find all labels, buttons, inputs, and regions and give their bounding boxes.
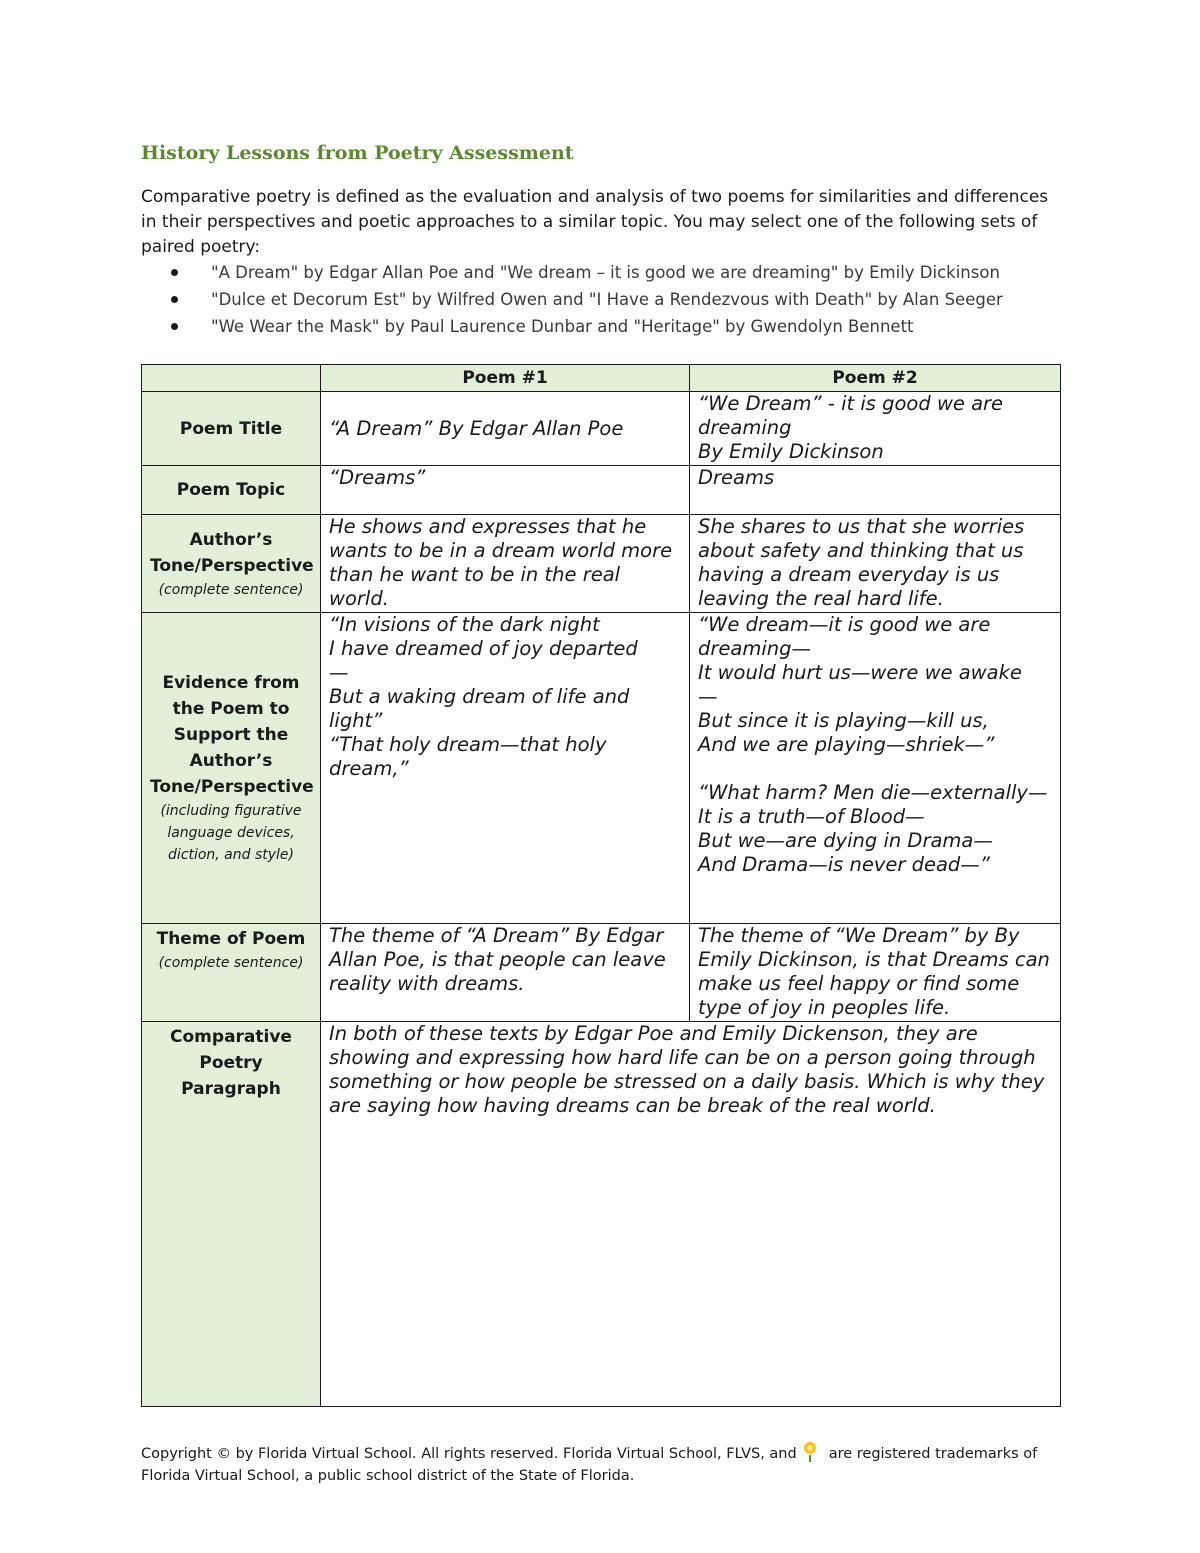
poem-2-topic-cell[interactable]: Dreams (690, 466, 1061, 515)
list-item: "A Dream" by Edgar Allan Poe and "We dream – it is good we are dreaming" by Emily Dickinson (171, 259, 1003, 286)
table-row (142, 515, 1061, 613)
row-header-poem-topic: Poem Topic (142, 466, 321, 515)
row-header-poem-title: Poem Title (142, 392, 321, 466)
table-row (142, 613, 1061, 924)
poem-1-evidence-cell[interactable]: “In visions of the dark night I have dreamed of joy departed — But a waking dream of life and light” “That holy dream—that holy dream,” (321, 613, 690, 924)
table-row (142, 1022, 1061, 1407)
poem-1-theme-cell[interactable]: The theme of “A Dream” By Edgar Allan Poe, is that people can leave reality with dreams. (321, 924, 690, 1022)
comparative-paragraph-cell[interactable]: In both of these texts by Edgar Poe and Emily Dickenson, they are showing and expressing how hard life can be on a person going through something or how people be stressed on a daily basis. Which is why they are saying how having dreams can be break of the real world. (321, 1022, 1061, 1407)
poem-2-evidence-cell[interactable]: “We dream—it is good we are dreaming— It would hurt us—were we awake — But since it is playing—kill us, And we are playing—shriek—” “What harm? Men die—externally— It is a truth—of Blood— But we—are dying in Drama— And Drama—is never dead—” (690, 613, 1061, 924)
list-item: "Dulce et Decorum Est" by Wilfred Owen and "I Have a Rendezvous with Death" by Alan Seeger (171, 286, 1003, 313)
table-header-row (142, 365, 1061, 392)
column-header-poem-2: Poem #2 (690, 365, 1061, 392)
row-header-tone: Author’s Tone/Perspective (complete sentence) (142, 515, 321, 613)
bullet-icon (171, 296, 178, 303)
table-row (142, 466, 1061, 515)
poem-2-theme-cell[interactable]: The theme of “We Dream” by By Emily Dickinson, is that Dreams can make us feel happy or find some type of joy in peoples life. (690, 924, 1061, 1022)
assessment-table (141, 364, 1061, 1407)
page-title: History Lessons from Poetry Assessment (141, 142, 574, 164)
poem-pair-list (171, 259, 1003, 340)
intro-paragraph: Comparative poetry is defined as the evaluation and analysis of two poems for similarities and differences in their perspectives and poetic approaches to a similar topic. You may select one of the following sets of paired poetry: (141, 187, 1049, 257)
bullet-icon (171, 323, 178, 330)
copyright-footer: Copyright © by Florida Virtual School. All rights reserved. Florida Virtual School, FLVS, and are registered trademarks of Florida Virtual School, a public school district of the State of Florida. (141, 1440, 1061, 1487)
bullet-icon (171, 269, 178, 276)
poem-1-tone-cell[interactable]: He shows and expresses that he wants to be in a dream world more than he want to be in the real world. (321, 515, 690, 613)
row-header-evidence: Evidence from the Poem to Support the Author’s Tone/Perspective (including figurative language devices, diction, and style) (142, 613, 321, 924)
flvs-logo-icon (801, 1440, 819, 1464)
table-row (142, 392, 1061, 466)
table-row (142, 924, 1061, 1022)
row-header-paragraph: Comparative Poetry Paragraph (142, 1022, 321, 1407)
poem-2-tone-cell[interactable]: She shares to us that she worries about safety and thinking that us having a dream everyday is us leaving the real hard life. (690, 515, 1061, 613)
poem-2-title-cell[interactable]: “We Dream” - it is good we are dreaming By Emily Dickinson (690, 392, 1061, 466)
poem-1-topic-cell[interactable]: “Dreams” (321, 466, 690, 515)
row-header-theme: Theme of Poem (complete sentence) (142, 924, 321, 1022)
column-header-poem-1: Poem #1 (321, 365, 690, 392)
list-item: "We Wear the Mask" by Paul Laurence Dunbar and "Heritage" by Gwendolyn Bennett (171, 313, 1003, 340)
corner-cell (142, 365, 321, 392)
poem-1-title-cell[interactable]: “A Dream” By Edgar Allan Poe (321, 392, 690, 466)
